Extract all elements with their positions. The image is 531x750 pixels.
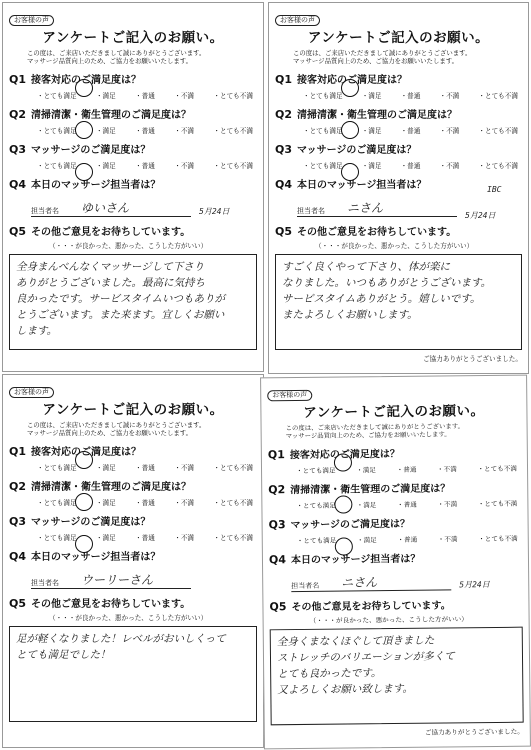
check-circle [335,537,353,555]
question-3: Q3 マッサージのご満足度は？ ・とても満足 ・満足 ・普通 ・不満 ・とても不満 [9,141,257,170]
comment-box: 全身まんべんなくマッサージして下さり ありがとうございました。最高に気持ち 良かったです。サービスタイムいつもありが とうございます。また来ます。宜しくお願い します。 [9,254,257,350]
thanks-text: ご協力ありがとうございました。 [424,727,524,737]
question-1: Q1 接客対応のご満足度は？ ・とても満足 ・満足 ・普通 ・不満 ・とても不満 [9,71,257,100]
staff-name-field: 担当者名 ウーリーさん [31,568,191,589]
rating-scale: ・とても満足 ・満足 ・普通 ・不満 ・とても不満 [37,534,253,542]
survey-card-3 [2,374,264,748]
intro-text: この度は、ご来店いただきまして誠にありがとうございます。 マッサージ品質向上のため、ご協力をお願いいたします。 [285,422,465,441]
survey-card-1 [2,2,264,372]
intro-text: この度は、ご来店いただきまして誠にありがとうございます。 マッサージ品質向上のため、ご協力をお願いいたします。 [27,49,206,65]
question-1: Q1 接客対応のご満足度は？ ・とても満足 ・満足 ・普通 ・不満 ・とても不満 [9,443,257,472]
date-stamp: 5月24日 [459,580,490,590]
question-3: Q3 マッサージのご満足度は？ ・とても満足 ・満足 ・普通 ・不満 ・とても不満 [269,514,522,546]
comment-box: 全身くまなくほぐして頂きました ストレッチのバリエーションが多くて とても良かったです。 又よろしくお願い致します。 [270,627,524,726]
question-4: Q4 本日のマッサージ担当者は？ 担当者名 ゆいさん 5月24日 [9,178,230,216]
question-1: Q1 接客対応のご満足度は？ ・とても満足 ・満足 ・普通 ・不満 ・とても不満 [268,444,521,476]
staff-name-field: 担当者名 ニさん [297,196,457,217]
card-title: アンケートご記入のお願い。 [307,30,490,46]
date-stamp: 5月24日 [199,207,230,216]
rating-scale: ・とても満足 ・満足 ・普通 ・不満 ・とても不満 [37,162,253,170]
question-4: Q4 本日のマッサージ担当者は？ 担当者名 ニさん 5月24日 [268,553,490,591]
card-title: アンケートご記入のお願い。 [303,403,485,421]
card-title: アンケートご記入のお願い。 [42,30,224,46]
rating-scale: ・とても満足 ・満足 ・普通 ・不満 ・とても不満 [303,162,518,170]
question-2: Q2 清掃清潔・衛生管理のご満足度は？ ・とても満足 ・満足 ・普通 ・不満 ・とても不満 [275,106,522,135]
question-2: Q2 清掃清潔・衛生管理のご満足度は？ ・とても満足 ・満足 ・普通 ・不満 ・とても不満 [268,479,521,511]
survey-card-4 [260,375,531,750]
question-5: Q5 その他ご意見をお待ちしています。 （・・・が良かった、悪かった、こうした方がいい） すごく良くやって下さり、体が楽に なりました。いつもありがとうございます。 サービスタイムありがとう。嬉しいです。 またよろしくお願いします。 [275,223,522,350]
question-4: Q4 本日のマッサージ担当者は？ 担当者名 ウーリーさん [9,548,257,589]
card-title: アンケートご記入のお願い。 [42,402,224,418]
check-circle [334,495,352,513]
date-stamp: 5月24日 [465,211,496,220]
question-2: Q2 清掃清潔・衛生管理のご満足度は？ ・とても満足 ・満足 ・普通 ・不満 ・とても不満 [9,478,257,507]
rating-scale: ・とても満足 ・満足 ・普通 ・不満 ・とても不満 [303,127,518,135]
staff-name: ゆいさん [81,201,130,215]
header-tag: お客様の声 [275,15,320,26]
staff-name-field: 担当者名 ニさん [291,569,451,592]
rating-scale: ・とても満足 ・満足 ・普通 ・不満 ・とても不満 [37,127,253,135]
intro-text: この度は、ご来店いただきまして誠にありがとうございます。 マッサージ品質向上のため、ご協力をお願いいたします。 [293,49,472,65]
check-circle [75,163,93,181]
rating-scale: ・とても満足 ・満足 ・普通 ・不満 ・とても不満 [296,499,518,511]
staff-name: ウーリーさん [81,573,154,587]
intro-text: この度は、ご来店いただきまして誠にありがとうございます。 マッサージ品質向上のため、ご協力をお願いいたします。 [27,421,206,437]
question-5: Q5 その他ご意見をお待ちしています。 （・・・が良かった、悪かった、こうした方がいい） 全身まんべんなくマッサージして下さり ありがとうございました。最高に気持ち 良かったです。サービスタイムいつもありが とうございます。また来ます。宜しくお願い します。 [9,223,257,350]
staff-name: ニさん [341,575,378,590]
rating-scale: ・とても満足 ・満足 ・普通 ・不満 ・とても不満 [37,92,253,100]
staff-name: ニさん [347,201,384,215]
thanks-text: ご協力ありがとうございました。 [423,355,522,363]
check-circle [334,453,352,471]
question-5: Q5 その他ご意見をお待ちしています。 （・・・が良かった、悪かった、こうした方がいい） 足が軽くなりました！レベルがおいしくって とても満足でした！ [9,595,257,722]
comment-box: すごく良くやって下さり、体が楽に なりました。いつもありがとうございます。 サービスタイムありがとう。嬉しいです。 またよろしくお願いします。 [275,254,522,350]
check-circle [75,535,93,553]
check-circle [75,79,93,97]
check-circle [341,163,359,181]
check-circle [75,493,93,511]
question-2: Q2 清掃清潔・衛生管理のご満足度は？ ・とても満足 ・満足 ・普通 ・不満 ・とても不満 [9,106,257,135]
rating-scale: ・とても満足 ・満足 ・普通 ・不満 ・とても不満 [296,534,518,546]
header-tag: お客様の声 [9,387,54,398]
question-5: Q5 その他ご意見をお待ちしています。 （・・・が良かった、悪かった、こうした方がいい） 全身くまなくほぐして頂きました ストレッチのバリエーションが多くて とても良かったです。 又よろしくお願い致します。 [269,596,523,726]
header-tag: お客様の声 [9,15,54,26]
question-4: Q4 本日のマッサージ担当者は？ 担当者名 ニさん 5月24日 IBC [275,178,502,220]
staff-name-field: 担当者名 ゆいさん [31,196,191,217]
rating-scale: ・とても満足 ・満足 ・普通 ・不満 ・とても不満 [296,464,518,476]
check-circle [75,451,93,469]
question-3: Q3 マッサージのご満足度は？ ・とても満足 ・満足 ・普通 ・不満 ・とても不満 [9,513,257,542]
question-1: Q1 接客対応のご満足度は？ ・とても満足 ・満足 ・普通 ・不満 ・とても不満 [275,71,522,100]
comment-box: 足が軽くなりました！レベルがおいしくって とても満足でした！ [9,626,257,722]
check-circle [341,79,359,97]
question-3: Q3 マッサージのご満足度は？ ・とても満足 ・満足 ・普通 ・不満 ・とても不満 [275,141,522,170]
check-circle [341,121,359,139]
handwritten-note: IBC [487,185,502,194]
rating-scale: ・とても満足 ・満足 ・普通 ・不満 ・とても不満 [37,464,253,472]
rating-scale: ・とても満足 ・満足 ・普通 ・不満 ・とても不満 [303,92,518,100]
survey-card-2 [268,2,529,374]
rating-scale: ・とても満足 ・満足 ・普通 ・不満 ・とても不満 [37,499,253,507]
check-circle [75,121,93,139]
header-tag: お客様の声 [267,390,312,401]
